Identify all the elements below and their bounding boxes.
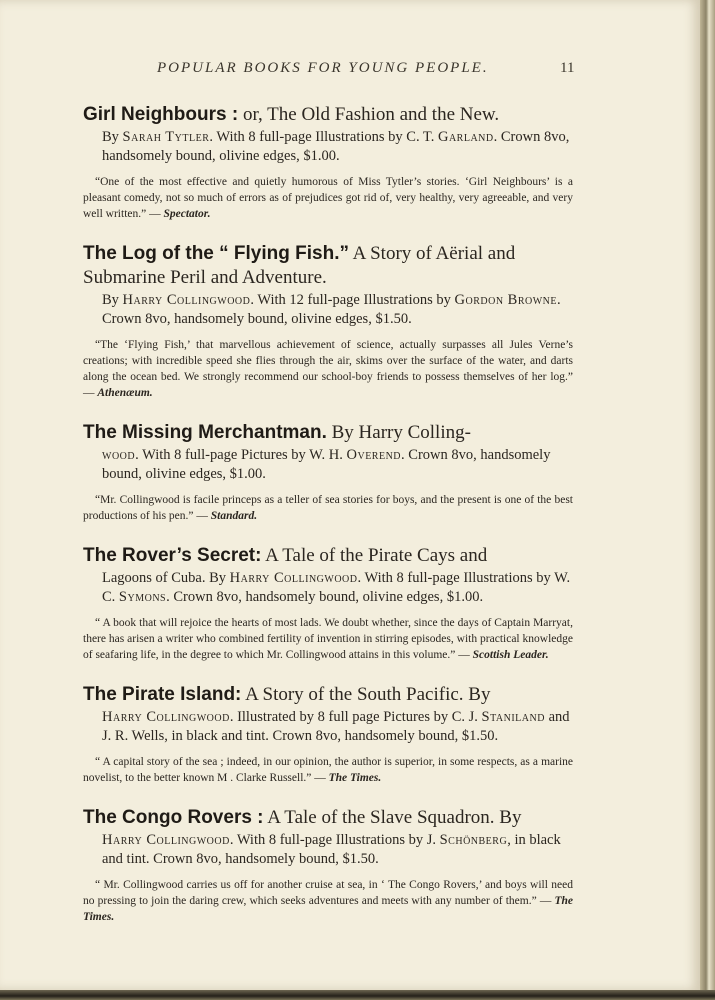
book-subtitle: A Story of the South Pacific. By xyxy=(241,684,491,705)
book-list xyxy=(83,103,573,945)
book-title: The Pirate Island: xyxy=(83,684,242,705)
details-text: . Illustrated by 8 full page Pictures by C. J. xyxy=(229,709,482,725)
press-review xyxy=(83,492,573,524)
book-details xyxy=(83,708,573,746)
book-subtitle: or, The Old Fashion and the New. xyxy=(238,104,500,125)
details-text: By xyxy=(102,129,123,145)
details-text: . Crown 8vo, handsomely bound, olivine edges, $1.00. xyxy=(102,447,551,482)
review-source: Standard. xyxy=(210,510,258,522)
illustrator-name: Gordon Browne xyxy=(454,292,558,308)
review-source: Athenæum. xyxy=(97,387,153,399)
author-name: wood xyxy=(102,447,136,463)
book-title: The Congo Rovers : xyxy=(83,807,264,828)
book-entry xyxy=(83,806,573,925)
illustrator-name: Staniland xyxy=(481,709,545,725)
illustrator-name: Schönberg xyxy=(439,832,508,848)
book-heading xyxy=(83,806,573,830)
author-name: Harry Collingwood xyxy=(229,570,358,586)
book-title: The Missing Merchantman. xyxy=(83,422,327,443)
book-subtitle: A Tale of the Slave Squadron. By xyxy=(263,807,522,828)
details-text: . Crown 8vo, handsomely bound, olivine edges, $1.50. xyxy=(102,292,561,327)
book-entry xyxy=(83,103,573,222)
review-source: Scottish Leader. xyxy=(472,649,549,661)
author-name: Sarah Tytler xyxy=(122,129,210,145)
details-text: . With 8 full-page Pictures by W. H. xyxy=(135,447,347,463)
review-quote: “ A capital story of the sea ; indeed, in our opinion, the author is superior, in some respects, as a marine novelist, to the better known M . Clarke Russell.” — xyxy=(83,756,573,784)
book-heading xyxy=(83,683,573,707)
author-name: Harry Collingwood xyxy=(102,709,230,725)
book-details xyxy=(83,128,573,166)
review-quote: “ Mr. Collingwood carries us off for another cruise at sea, in ‘ The Congo Rovers,’ and boys will need no pressing to join the daring crew, which seeks adventures and meets with any number of them.” — xyxy=(83,879,573,907)
book-entry xyxy=(83,683,573,786)
book-heading xyxy=(83,544,573,568)
book-details xyxy=(83,831,573,869)
book-details xyxy=(83,569,573,607)
illustrator-name: Overend xyxy=(346,447,402,463)
book-entry xyxy=(83,544,573,663)
review-quote: “ A book that will rejoice the hearts of most lads. We doubt whether, since the days of Captain Marryat, there has arisen a writer who combined fertility of invention in stirring episodes, with practical knowledge of seafaring life, in the degree to which Mr. Collingwood attains in this volume.” — xyxy=(83,617,573,661)
book-entry xyxy=(83,421,573,524)
book-entry xyxy=(83,242,573,401)
details-text: and J. R. Wells, in black and tint. Crown 8vo, handsomely bound, $1.50. xyxy=(102,709,570,744)
review-quote: “Mr. Collingwood is facile princeps as a teller of sea stories for boys, and the present is one of the best productions of his pen.” — xyxy=(83,494,573,522)
details-text: By xyxy=(102,292,123,308)
book-heading xyxy=(83,103,573,127)
author-name: Harry Collingwood xyxy=(122,292,251,308)
header-title: POPULAR BOOKS FOR YOUNG PEOPLE. xyxy=(157,60,489,76)
press-review xyxy=(83,337,573,401)
press-review xyxy=(83,754,573,786)
review-source: The Times. xyxy=(83,895,573,923)
review-source: Spectator. xyxy=(163,208,211,220)
book-title: The Log of the “ Flying Fish.” xyxy=(83,243,349,264)
page-number: 11 xyxy=(560,60,575,76)
details-text: . With 8 full-page Illustrations by C. T. xyxy=(209,129,438,145)
running-header xyxy=(0,60,700,84)
illustrator-name: Symons xyxy=(118,589,167,605)
details-text: . With 12 full-page Illustrations by xyxy=(250,292,455,308)
details-text: . With 8 full-page Illustrations by J. xyxy=(229,832,440,848)
details-text: , in black and tint. Crown 8vo, handsomely bound, $1.50. xyxy=(102,832,561,867)
press-review xyxy=(83,615,573,663)
book-heading xyxy=(83,421,573,445)
details-text: Lagoons of Cuba. By xyxy=(102,570,230,586)
book-subtitle: A Tale of the Pirate Cays and xyxy=(261,545,488,566)
author-name: Harry Collingwood xyxy=(102,832,230,848)
book-spine-edge xyxy=(700,0,715,1000)
press-review xyxy=(83,877,573,925)
review-quote: “The ‘Flying Fish,’ that marvellous achievement of science, actually surpasses all Jules Verne’s creations; with incredible speed she flies through the air, skims over the surface of the water, and darts along the ocean bed. We strongly recommend our school-boy friends to possess themselves of her log.” — xyxy=(83,339,573,399)
press-review xyxy=(83,174,573,222)
review-quote: “One of the most effective and quietly humorous of Miss Tytler’s stories. ‘Girl Neighbours’ is a pleasant comedy, not so much of errors as of prejudices got rid of, very healthy, very agreeable, and very well written.” — xyxy=(83,176,573,220)
book-title: Girl Neighbours : xyxy=(83,104,239,125)
illustrator-name: Garland xyxy=(437,129,494,145)
page-bottom-edge xyxy=(0,990,715,1000)
book-subtitle: By Harry Colling- xyxy=(326,422,471,443)
book-heading xyxy=(83,242,573,290)
book-details xyxy=(83,291,573,329)
book-title: The Rover’s Secret: xyxy=(83,545,262,566)
book-details xyxy=(83,446,573,484)
book-subtitle: A Story of Aërial and Submarine Peril and Adventure. xyxy=(83,243,516,288)
details-text: . Crown 8vo, handsomely bound, olivine edges, $1.00. xyxy=(102,129,570,164)
review-source: The Times. xyxy=(328,772,382,784)
details-text: . Crown 8vo, handsomely bound, olivine edges, $1.00. xyxy=(166,589,484,605)
details-text: . With 8 full-page Illustrations by W. C. xyxy=(102,570,571,605)
